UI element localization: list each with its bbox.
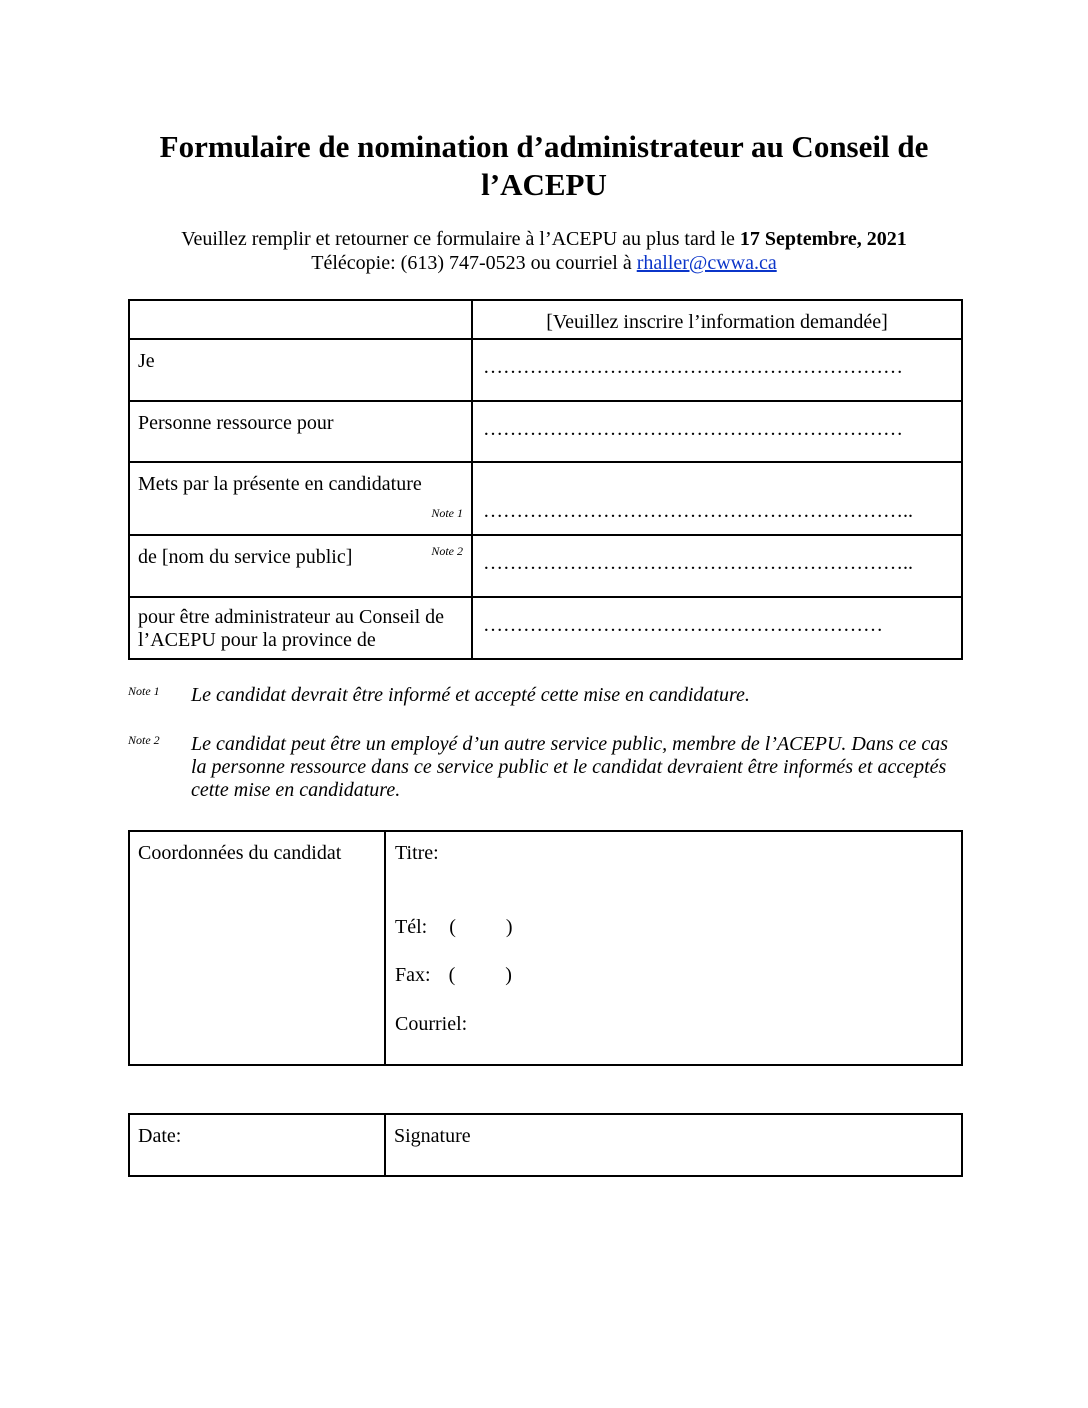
header-instruction-cell: [Veuillez inscrire l’information demandée] [472, 300, 962, 339]
signature-field[interactable]: Signature [385, 1114, 962, 1176]
instructions-line-1 [100, 227, 988, 251]
note-1-marker: Note 1 [431, 506, 463, 520]
fax-label: Fax: [395, 964, 431, 986]
instructions-text: Veuillez remplir et retourner ce formulaire à l’ACEPU au plus tard le [181, 228, 740, 250]
field-service-public[interactable]: ……………………………………………………….. [472, 535, 962, 597]
fax-area-code[interactable]: ( ) [448, 964, 512, 986]
field-candidature[interactable]: ……………………………………………………….. [472, 462, 962, 535]
row-label-province: pour être administrateur au Conseil de l’ACEPU pour la province de [129, 597, 472, 659]
note-1-tag: Note 1 [128, 684, 160, 698]
deadline-date: 17 Septembre, 2021 [739, 228, 907, 250]
instructions [100, 227, 988, 275]
email-field[interactable]: Courriel: [395, 1013, 468, 1035]
date-field[interactable]: Date: [129, 1114, 385, 1176]
service-public-label: de [nom du service public] [138, 546, 353, 568]
title-field[interactable]: Titre: [395, 842, 439, 864]
field-je[interactable]: ……………………………………………………… [472, 339, 962, 401]
contact-label: Coordonnées du candidat [129, 831, 385, 1065]
table-row [129, 339, 962, 401]
fax-field[interactable] [395, 964, 512, 987]
table-row [129, 401, 962, 462]
tel-field[interactable] [395, 916, 513, 939]
row-label-candidature [129, 462, 472, 535]
table-row [129, 597, 962, 659]
instructions-line-2 [100, 251, 988, 275]
field-personne-ressource[interactable]: ……………………………………………………… [472, 401, 962, 462]
row-label-service-public [129, 535, 472, 597]
table-header-row [129, 300, 962, 339]
tel-label: Tél: [395, 916, 428, 938]
signature-row [129, 1114, 962, 1176]
row-label-personne-ressource: Personne ressource pour [129, 401, 472, 462]
candidature-label: Mets par la présente en candidature [138, 473, 422, 495]
table-row [129, 462, 962, 535]
page-title: Formulaire de nomination d’administrateur au Conseil de l’ACEPU [159, 129, 929, 202]
signature-table [128, 1113, 963, 1177]
nomination-table [128, 299, 963, 660]
header-empty-cell [129, 300, 472, 339]
table-row [129, 535, 962, 597]
note-2-tag: Note 2 [128, 733, 160, 747]
note-2-text: Le candidat peut être un employé d’un autre service public, membre de l’ACEPU. Dans ce cas la personne ressource dans ce service public et le candidat devraient être informés et acceptés cette mise en candidature. [191, 733, 949, 801]
note-1-text: Le candidat devrait être informé et accepté cette mise en candidature. [191, 684, 750, 706]
fax-text: Télécopie: (613) 747-0523 ou courriel à [311, 252, 637, 274]
row-label-je: Je [129, 339, 472, 401]
email-link[interactable]: rhaller@cwwa.ca [636, 252, 777, 274]
contact-fields [385, 831, 962, 1065]
contact-row [129, 831, 962, 1065]
field-province[interactable]: …………………………………………………… [472, 597, 962, 659]
note-2-marker: Note 2 [431, 544, 463, 558]
contact-table [128, 830, 963, 1066]
tel-area-code[interactable]: ( ) [449, 916, 513, 938]
